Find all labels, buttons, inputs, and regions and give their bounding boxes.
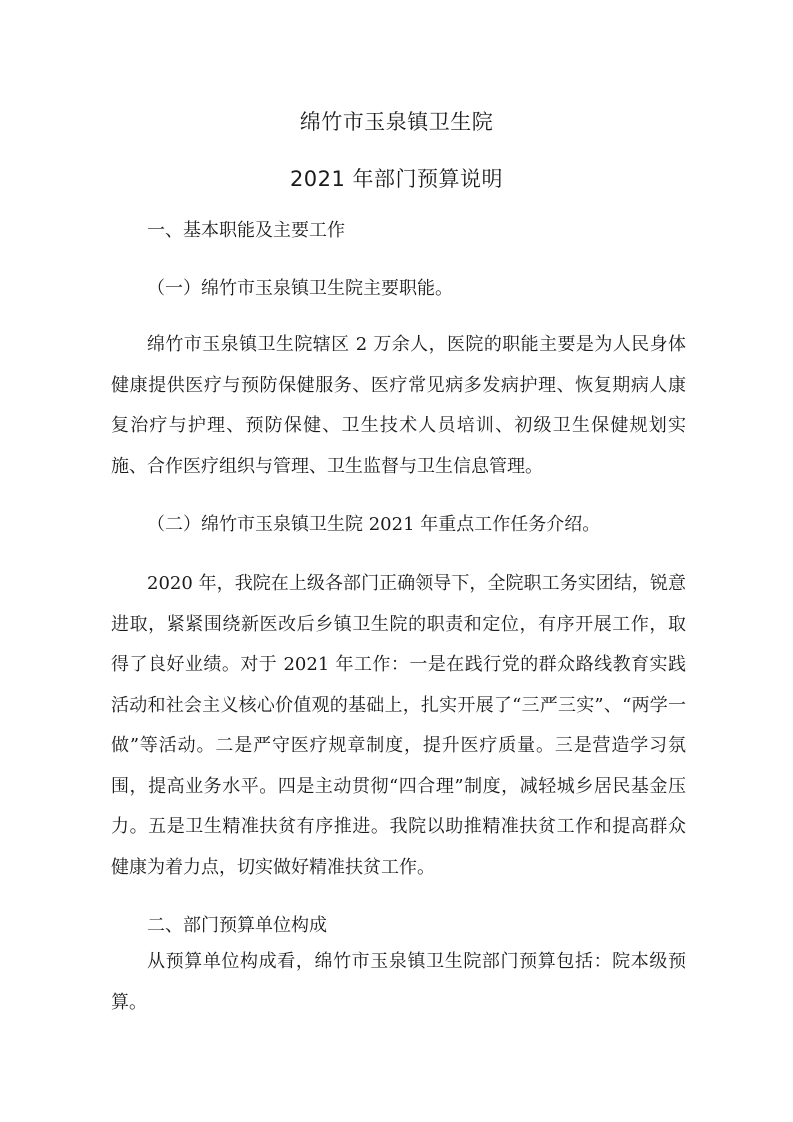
- document-subtitle: 2021 年部门预算说明: [289, 167, 504, 191]
- section-heading-1: 一、基本职能及主要工作: [147, 220, 345, 241]
- document-title: 绵竹市玉泉镇卫生院: [299, 110, 494, 134]
- subsection-heading-2: （二）绵竹市玉泉镇卫生院 2021 年重点工作任务介绍。: [147, 514, 601, 535]
- paragraph-key-tasks: 2020 年，我院在上级各部门正确领导下，全院职工务实团结，锐意进取，紧紧围绕新医改后乡镇卫生院的职责和定位，有序开展工作，取得了良好业绩。对于 2021 年工作：一是在践行党的群众路线教育实践活动和社会主义核心价值观的基础上，扎实开展了“三严三实”、“两学一做”等活动。二是严守医疗规章制度，提升医疗质量。三是营造学习氛围，提高业务水平。四是主动贯彻“四合理”制度，减轻城乡居民基金压力。五是卫生精准扶贫有序推进。我院以助推精准扶贫工作和提高群众健康为着力点，切实做好精准扶贫工作。: [111, 573, 686, 878]
- section-heading-2: 二、部门预算单位构成: [147, 915, 327, 936]
- subsection-heading-1: （一）绵竹市玉泉镇卫生院主要职能。: [147, 278, 453, 299]
- paragraph-functions: 绵竹市玉泉镇卫生院辖区 2 万余人，医院的职能主要是为人民身体健康提供医疗与预防保健服务、医疗常见病多发病护理、恢复期病人康复治疗与护理、预防保健、卫生技术人员培训、初级卫生保健规划实施、合作医疗组织与管理、卫生监督与卫生信息管理。: [111, 334, 686, 477]
- paragraph-budget-units: 从预算单位构成看，绵竹市玉泉镇卫生院部门预算包括：院本级预算。: [111, 951, 686, 1013]
